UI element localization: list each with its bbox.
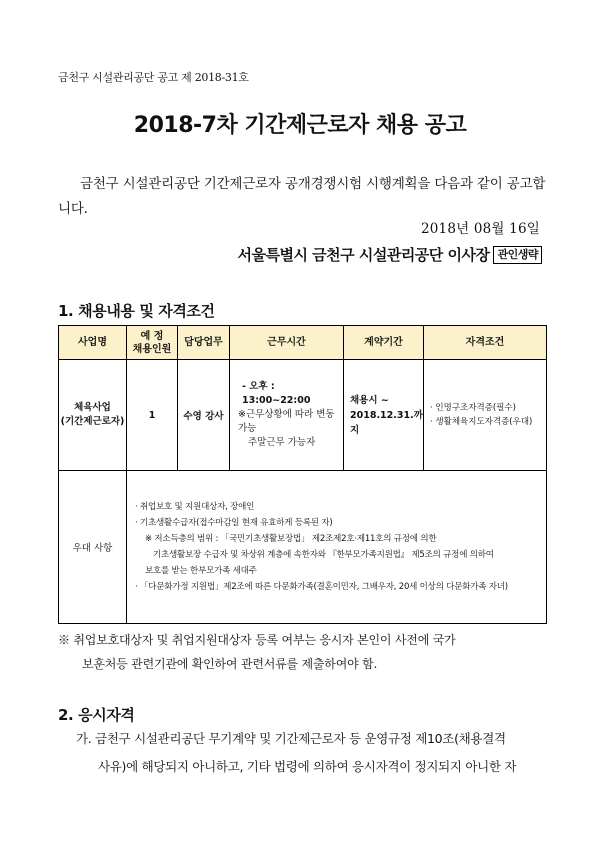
- col-header-duty: 담당업무: [178, 326, 230, 360]
- col-header-planned: [127, 326, 178, 360]
- recruitment-table: [58, 325, 547, 624]
- preference-line: ※ 저소득층의 범위 : 「국민기초생활보장법」 제2조제2호·제11호의 규정에 의한: [145, 534, 437, 544]
- cell-qual-line1: · 인명구조자격증(필수): [430, 403, 516, 413]
- cell-qual-line2: · 생활체육지도자격증(우대): [430, 417, 533, 427]
- eligibility-line1: 가. 금천구 시설관리공단 무기계약 및 기간제근로자 등 운영규정 제10조(채용결격: [76, 731, 506, 746]
- section-2-heading: 2. 응시자격: [58, 706, 135, 724]
- cell-dept: [59, 360, 127, 471]
- table-row: [59, 360, 547, 471]
- eligibility-paragraph: [58, 725, 550, 781]
- cell-quals: [424, 360, 547, 471]
- col-header-quals: 자격조건: [424, 326, 547, 360]
- table-header-row: [59, 326, 547, 360]
- preference-line: 기초생활보장 수급자 및 차상위 계층에 속한자와 『한부모가족지원법』 제5조의 규정에 의하여: [153, 550, 494, 560]
- cell-hours: [230, 360, 344, 471]
- intro-paragraph: 금천구 시설관리공단 기간제근로자 공개경쟁시험 시행계획을 다음과 같이 공고합니다.: [58, 176, 546, 217]
- col-header-planned-line1: 예 정: [140, 330, 164, 342]
- col-header-dept: 사업명: [59, 326, 127, 360]
- eligibility-line2: 사유)에 해당되지 아니하고, 기타 법령에 의하여 응시자격이 정지되지 아니한 자: [98, 759, 517, 774]
- notice-date: 2018년 08월 16일: [420, 221, 540, 237]
- cell-count: 1: [127, 360, 178, 471]
- registration-note-line1: ※ 취업보호대상자 및 취업지원대상자 등록 여부는 응시자 본인이 사전에 국가: [58, 633, 456, 647]
- cell-period: [344, 360, 424, 471]
- signer-name: 서울특별시 금천구 시설관리공단 이사장: [237, 246, 490, 264]
- preference-line: · 「다문화가정 지원법」제2조에 따른 다문화가족(결혼이민자, 그배우자, 20세 이상의 다문화가족 자녀): [135, 582, 508, 592]
- registration-note: [58, 628, 550, 676]
- preference-line: 보호를 받는 한부모가족 세대주: [145, 566, 257, 576]
- cell-hours-line1: - 오후 : 13:00~22:00: [242, 381, 311, 406]
- signer-block: [237, 244, 542, 265]
- col-header-planned-line2: 채용인원: [132, 343, 172, 355]
- cell-preference-list: [127, 471, 547, 624]
- preference-line: · 취업보호 및 지원대상자, 장애인: [135, 502, 255, 512]
- cell-hours-line3: 주말근무 가능자: [248, 437, 316, 448]
- cell-preference-label: 우대 사항: [59, 471, 127, 624]
- col-header-period: 계약기간: [344, 326, 424, 360]
- cell-duty: 수영 강사: [178, 360, 230, 471]
- cell-hours-line2: ※근무상황에 따라 변동가능: [238, 409, 335, 434]
- cell-dept-line1: 체육사업: [74, 402, 111, 413]
- page-title: 2018-7차 기간제근로자 채용 공고: [133, 113, 467, 138]
- col-header-hours: 근무시간: [230, 326, 344, 360]
- table-row-preference: [59, 471, 547, 624]
- section-1-heading: 1. 채용내용 및 자격조건: [58, 302, 215, 320]
- cell-period-line2: 2018.12.31.까지: [350, 409, 423, 436]
- seal-omitted-stamp: 관인생략: [493, 246, 542, 264]
- cell-dept-line2: (기간제근로자): [60, 416, 125, 427]
- notice-number: 금천구 시설관리공단 공고 제 2018-31호: [58, 71, 249, 84]
- registration-note-line2: 보훈처등 관련기관에 확인하여 관련서류를 제출하여야 함.: [82, 657, 378, 671]
- cell-period-line1: 채용시 ~: [350, 394, 389, 406]
- preference-line: · 기초생활수급자(접수마감일 현재 유효하게 등록된 자): [135, 518, 333, 528]
